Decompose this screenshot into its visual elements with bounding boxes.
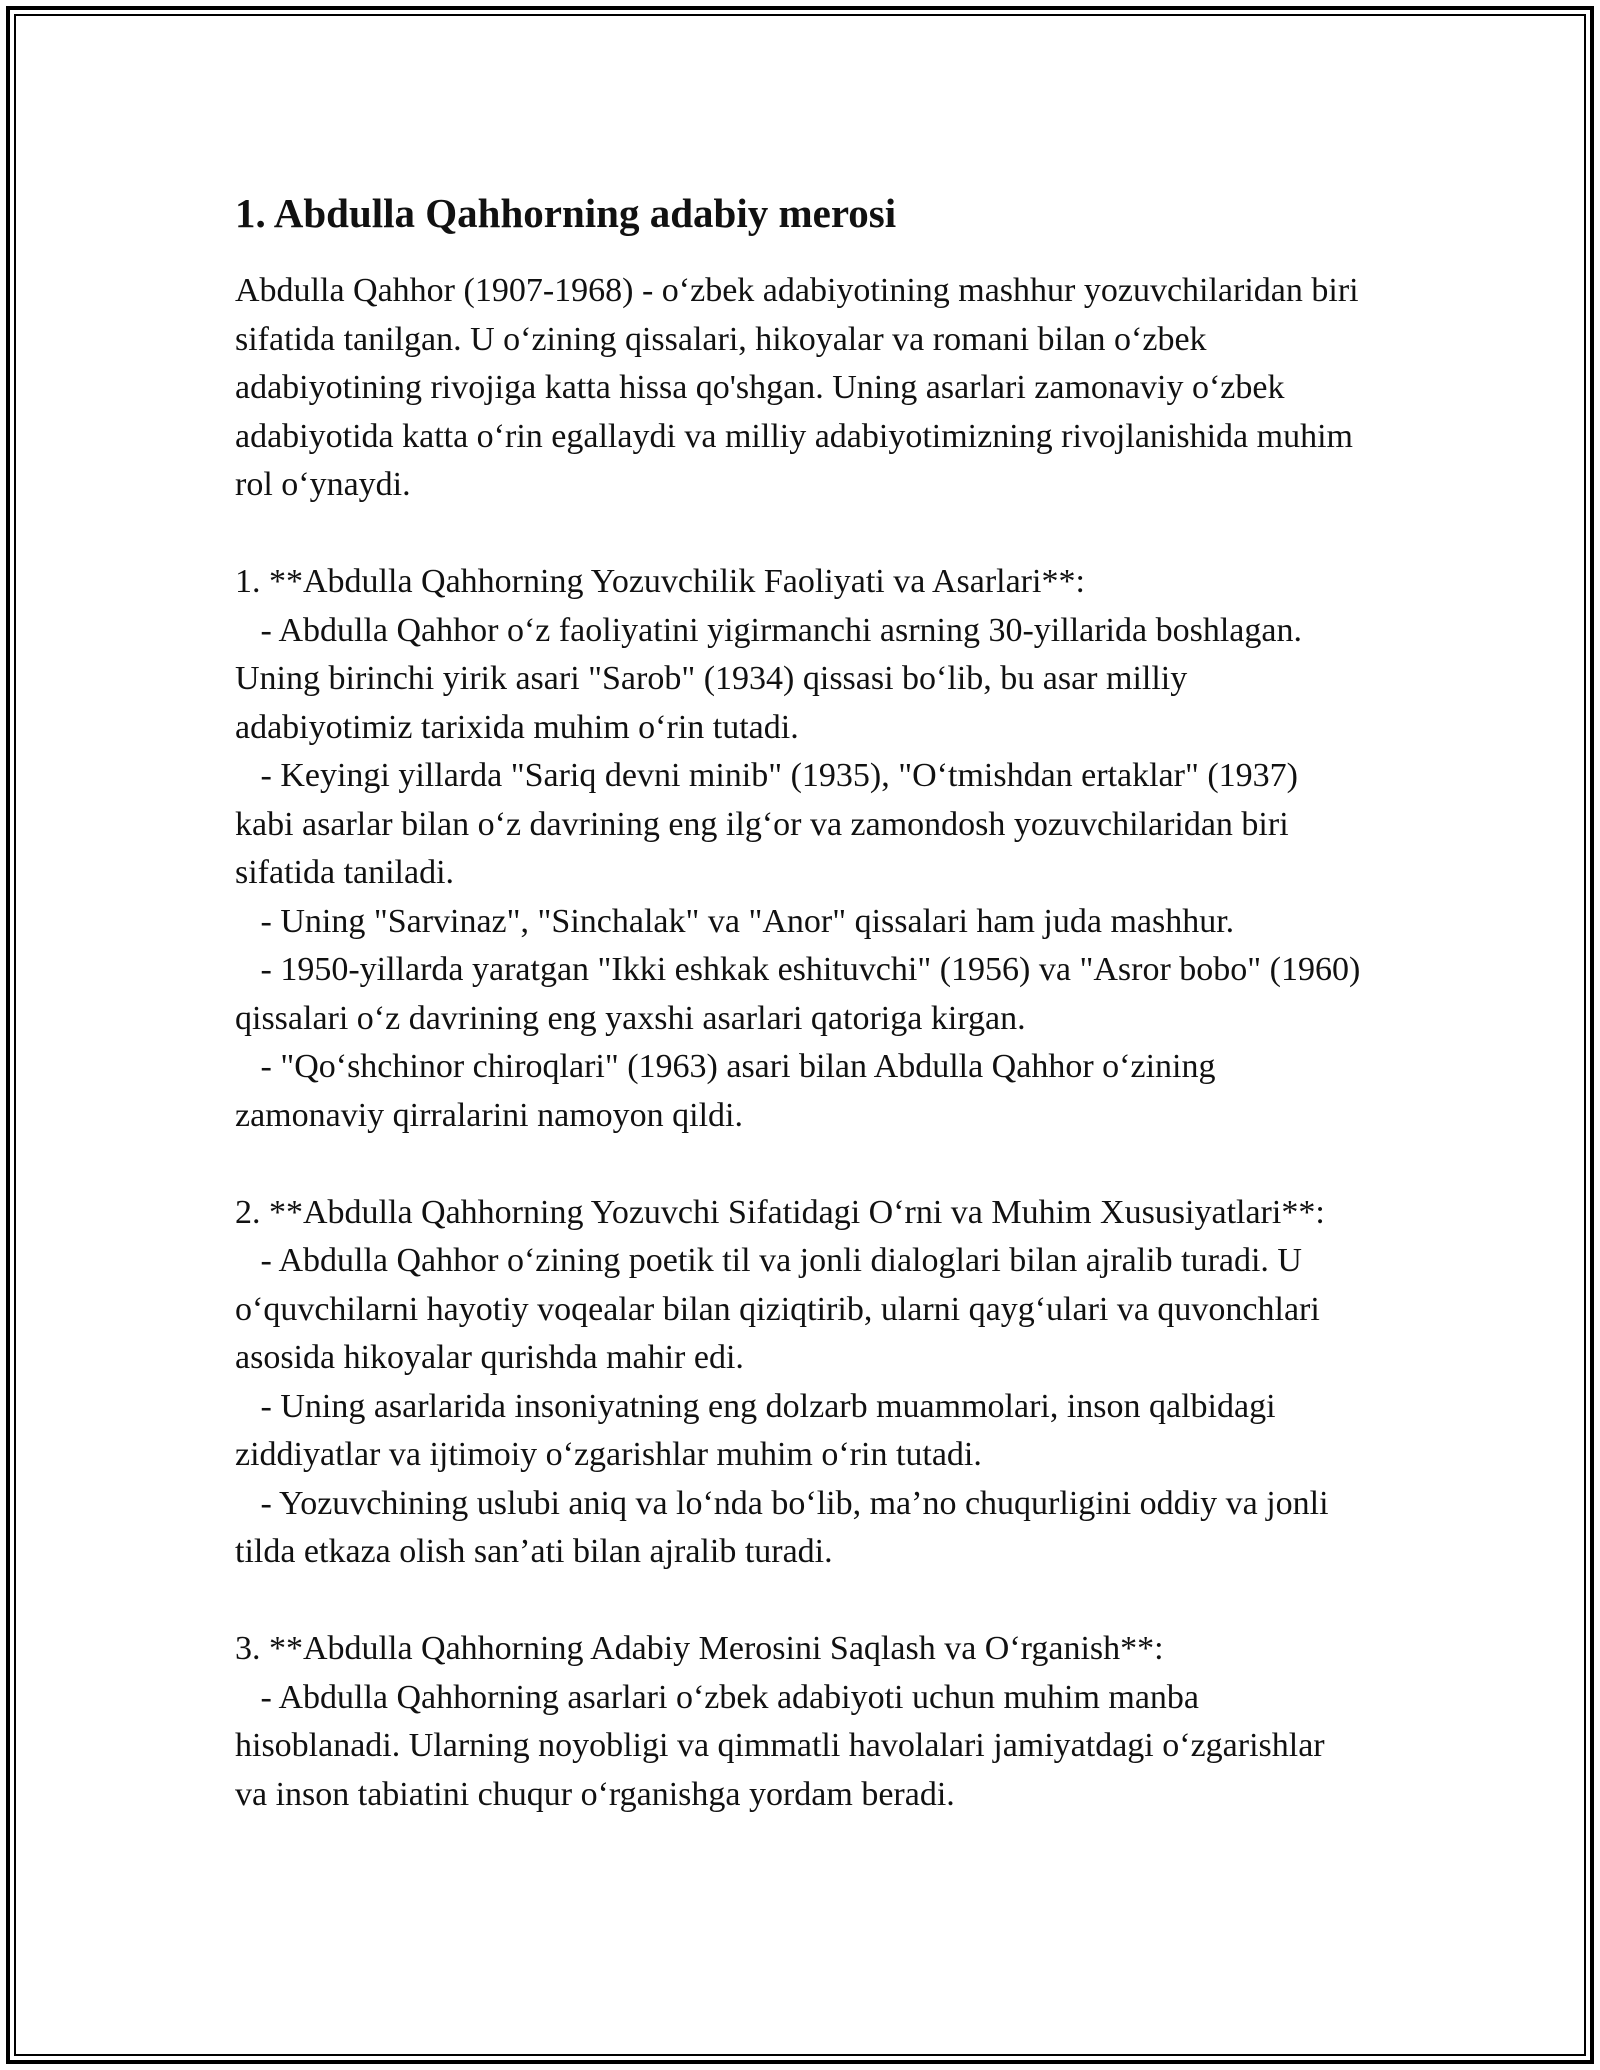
list-item: - Yozuvchining uslubi aniq va lo‘nda bo‘lib, ma’no chuqurligini oddiy va jonli tilda etkaza olish san’ati bilan ajralib turadi. [235, 1484, 1338, 1570]
list-item: - 1950-yillarda yaratgan "Ikki eshkak eshituvchi" (1956) va "Asror bobo" (1960) qissalari o‘z davrining eng yaxshi asarlari qatoriga kirgan. [235, 951, 1369, 1037]
list-item: - Abdulla Qahhor o‘zining poetik til va jonli dialoglari bilan ajralib turadi. U o‘quvchilarni hayotiy voqealar bilan qiziqtirib, ularni qayg‘ulari va quvonchlari asosida hikoyalar qurishda mahir edi. [235, 1242, 1329, 1376]
spacer [235, 510, 1365, 559]
section-heading: 3. **Abdulla Qahhorning Adabiy Merosini Saqlash va O‘rganish**: [235, 1630, 1164, 1667]
section-heading: 1. **Abdulla Qahhorning Yozuvchilik Faoliyati va Asarlari**: [235, 563, 1085, 600]
document-body [235, 183, 1369, 1819]
section-heading: 2. **Abdulla Qahhorning Yozuvchi Sifatidagi O‘rni va Muhim Xususiyatlari**: [235, 1193, 1325, 1231]
spacer [235, 1577, 1365, 1626]
list-item: - Uning asarlarida insoniyatning eng dolzarb muammolari, inson qalbidagi ziddiyatlar va ijtimoiy o‘zgarishlar muhim o‘rin tutadi. [235, 1387, 1285, 1473]
list-item: - "Qo‘shchinor chiroqlari" (1963) asari bilan Abdulla Qahhor o‘zining zamonaviy qirralarini namoyon qildi. [235, 1048, 1224, 1134]
intro-paragraph: Abdulla Qahhor (1907-1968) - o‘zbek adabiyotining mashhur yozuvchilaridan biri sifatida tanilgan. U o‘zining qissalari, hikoyalar va romani bilan o‘zbek adabiyotining rivojiga katta hissa qo'shgan. Uning asarlari zamonaviy o‘zbek adabiyotida katta o‘rin egallaydi va milliy adabiyotimizning rivojlanishida muhim rol o‘ynaydi. [235, 272, 1368, 503]
list-item: - Abdulla Qahhor o‘z faoliyatini yigirmanchi asrning 30-yillarida boshlagan. Uning birinchi yirik asari "Sarob" (1934) qissasi bo‘lib, bu asar milliy adabiyotimiz tarixida muhim o‘rin tutadi. [235, 611, 1311, 746]
document-title: 1. Abdulla Qahhorning adabiy merosi [235, 190, 897, 236]
list-item: - Uning "Sarvinaz", "Sinchalak" va "Anor" qissalari ham juda mashhur. [235, 902, 1235, 940]
section-1 [235, 558, 1369, 1140]
list-item: - Keyingi yillarda "Sariq devni minib" (1935), "O‘tmishdan ertaklar" (1937) kabi asarlar bilan o‘z davrining eng ilg‘or va zamondosh yozuvchilaridan biri sifatida taniladi. [235, 757, 1307, 891]
section-3 [235, 1625, 1365, 1819]
section-2 [235, 1189, 1365, 1577]
list-item: - Abdulla Qahhorning asarlari o‘zbek adabiyoti uchun muhim manba hisoblanadi. Ularning noyobligi va qimmatli havolalari jamiyatdagi o‘zgarishlar va inson tabiatini chuqur o‘rganishga yordam beradi. [235, 1678, 1334, 1813]
spacer [235, 1140, 1365, 1189]
